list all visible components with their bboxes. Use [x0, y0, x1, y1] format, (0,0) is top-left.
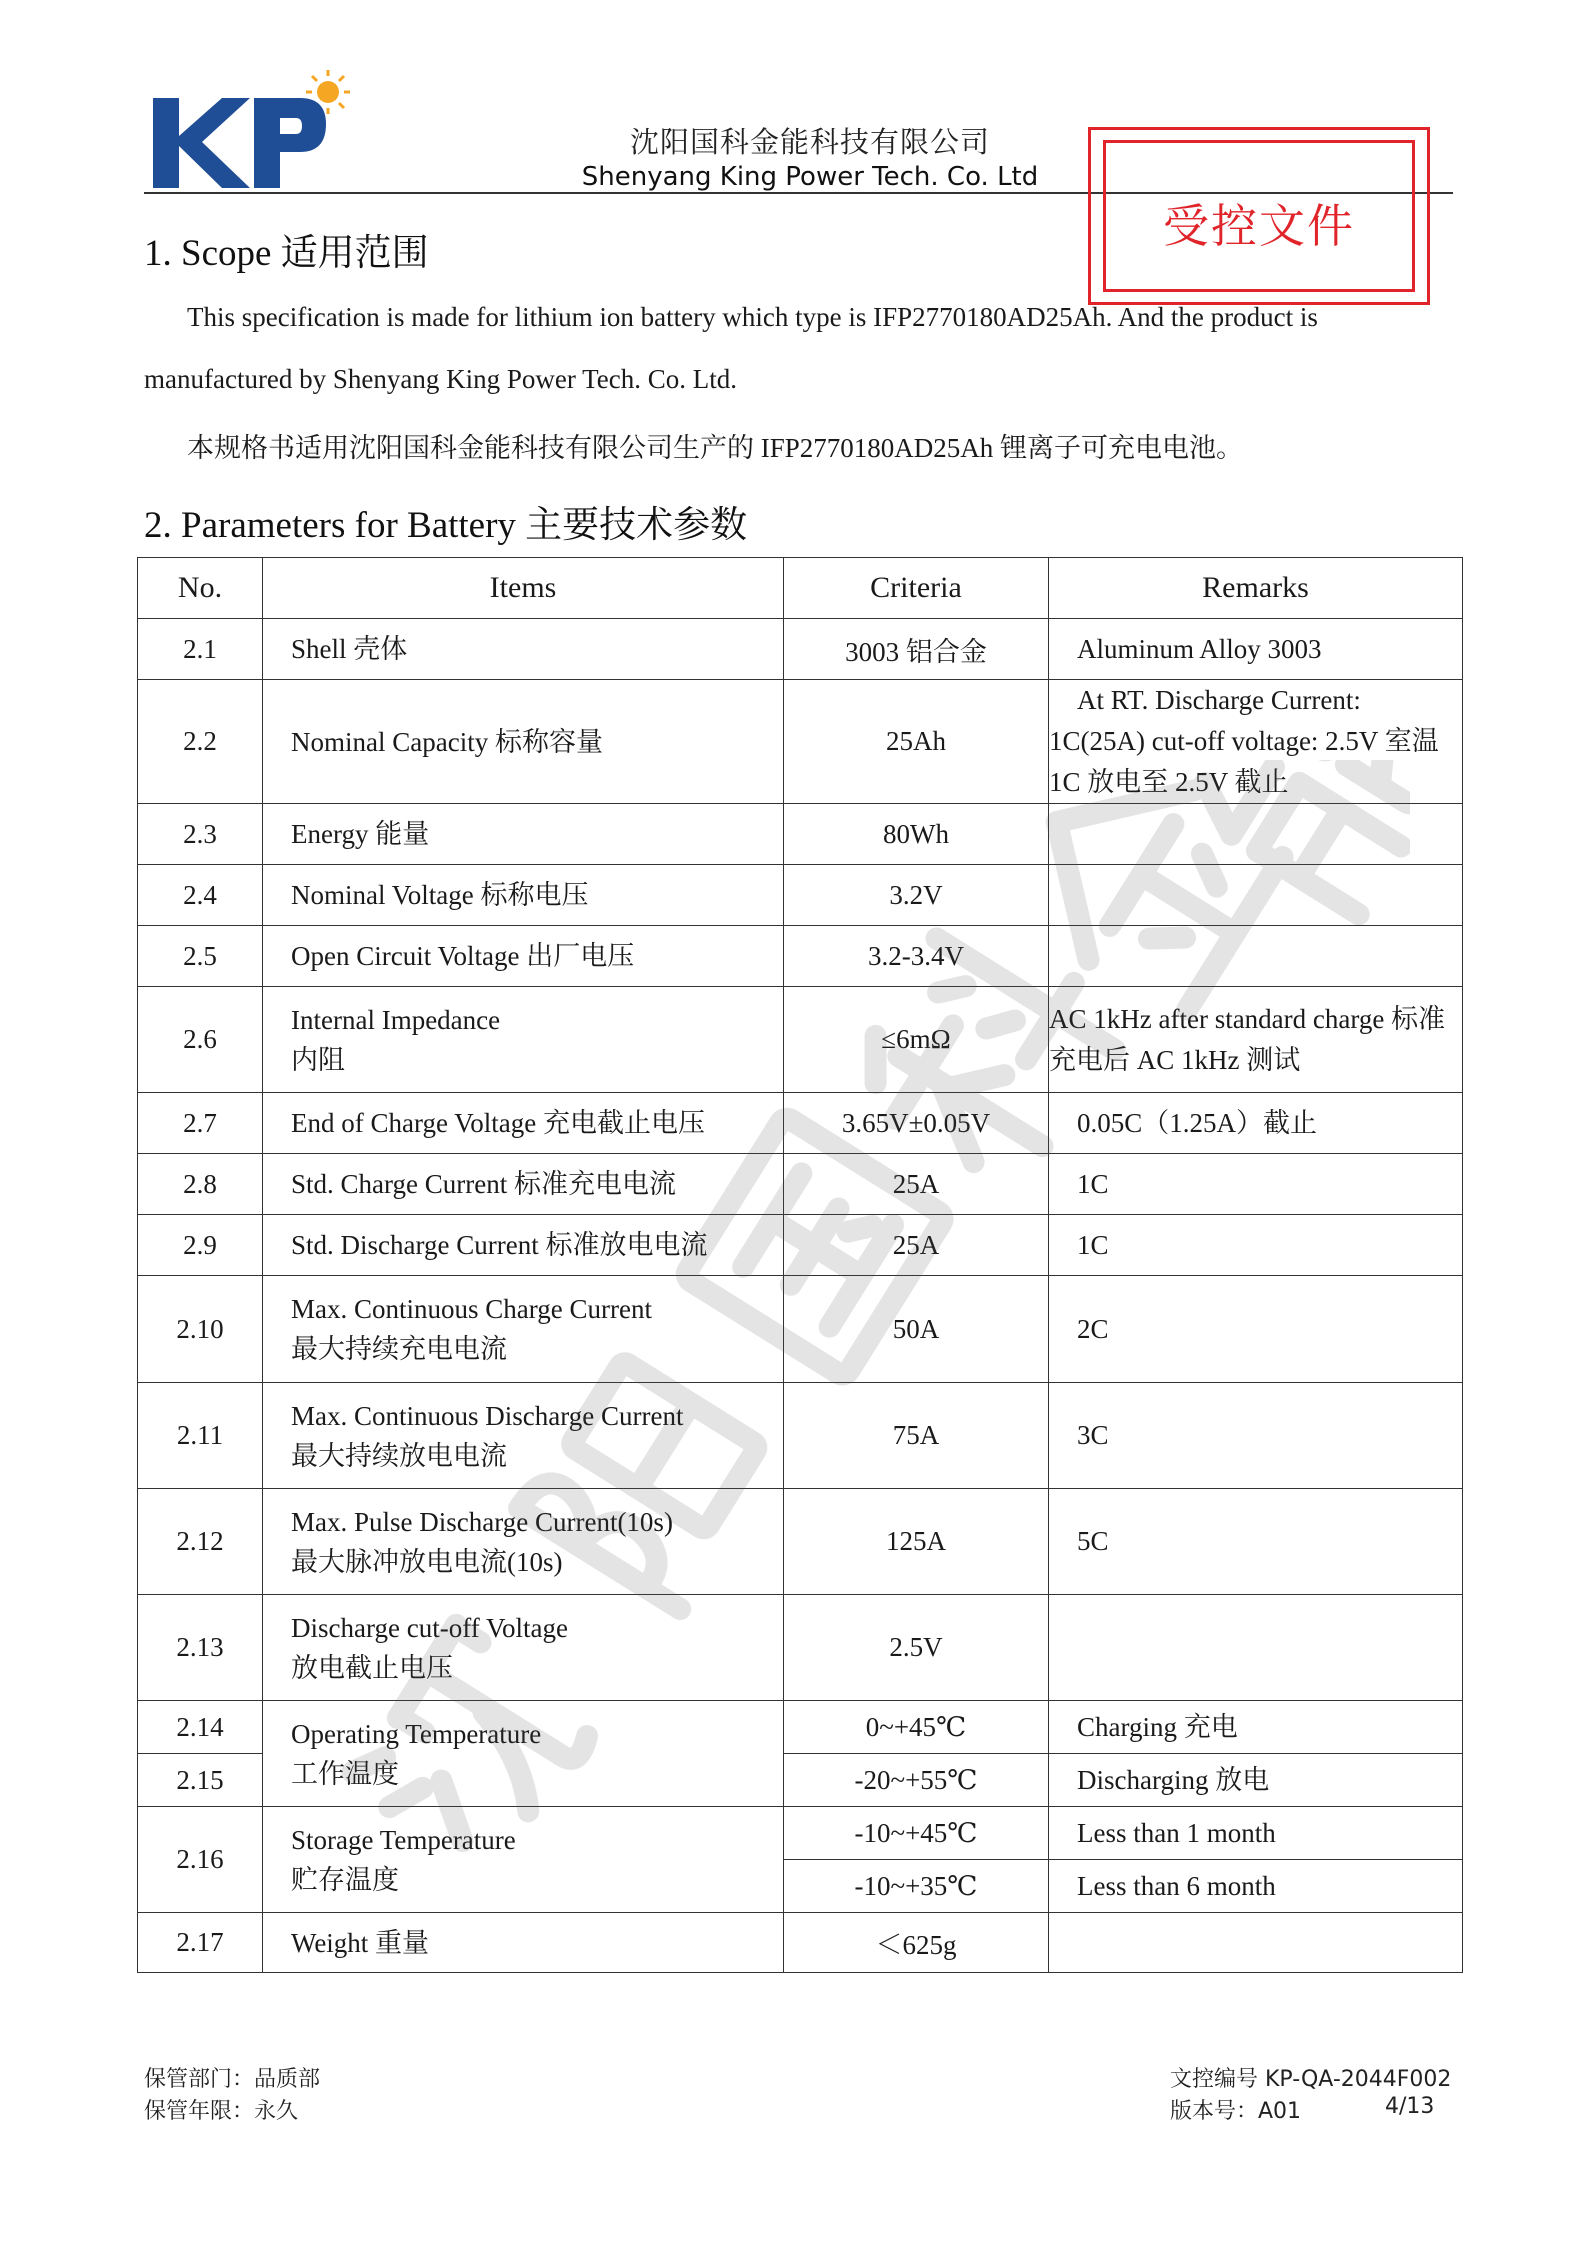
row-criteria: ＜625g — [784, 1913, 1049, 1973]
table-row — [138, 619, 1463, 680]
row-criteria: 3003 铝合金 — [784, 619, 1049, 680]
row-no: 2.11 — [138, 1383, 263, 1489]
row-no: 2.1 — [138, 619, 263, 680]
row-item: Nominal Voltage 标称电压 — [263, 865, 784, 926]
row-criteria: -10~+45℃ — [784, 1807, 1049, 1860]
row-remarks — [1049, 987, 1463, 1093]
footer-department: 保管部门：品质部 — [144, 2067, 321, 2092]
row-remarks: Charging 充电 — [1049, 1701, 1463, 1754]
table-row — [138, 1093, 1463, 1154]
table-row — [138, 1489, 1463, 1595]
table-header-row — [138, 558, 1463, 619]
row-item: Std. Charge Current 标准充电电流 — [263, 1154, 784, 1215]
row-criteria: 25A — [784, 1215, 1049, 1276]
footer-document-code: 文控编号 KP-QA-2044F002 — [1170, 2067, 1452, 2092]
table-row — [138, 865, 1463, 926]
table-row — [138, 804, 1463, 865]
header-remarks: Remarks — [1049, 558, 1463, 619]
row-no: 2.6 — [138, 987, 263, 1093]
row-no: 2.2 — [138, 680, 263, 804]
row-remarks — [1049, 680, 1463, 804]
row-remarks: Less than 6 month — [1049, 1860, 1463, 1913]
item-line-cn: 最大持续充电电流 — [291, 1334, 507, 1364]
item-line-en: Discharge cut-off Voltage — [291, 1612, 568, 1643]
remarks-line: 1C 放电至 2.5V 截止 — [1049, 767, 1289, 797]
row-remarks: 5C — [1049, 1489, 1463, 1595]
row-item: Std. Discharge Current 标准放电电流 — [263, 1215, 784, 1276]
table-row — [138, 926, 1463, 987]
company-name-cn: 沈阳国科金能科技有限公司 — [629, 125, 990, 159]
footer-version: 版本号：A01 — [1170, 2099, 1302, 2124]
row-item: End of Charge Voltage 充电截止电压 — [263, 1093, 784, 1154]
row-remarks — [1049, 865, 1463, 926]
table-row — [138, 987, 1463, 1093]
row-remarks — [1049, 926, 1463, 987]
scope-paragraph-line1: This specification is made for lithium ion battery which type is IFP2770180AD25Ah. And the product is — [187, 302, 1318, 332]
row-remarks: Aluminum Alloy 3003 — [1049, 619, 1463, 680]
row-no: 2.14 — [138, 1701, 263, 1754]
table-row — [138, 1701, 1463, 1754]
header-items: Items — [263, 558, 784, 619]
row-criteria: 2.5V — [784, 1595, 1049, 1701]
row-remarks: 2C — [1049, 1276, 1463, 1383]
row-item — [263, 987, 784, 1093]
table-row — [138, 1276, 1463, 1383]
scope-paragraph-line2: manufactured by Shenyang King Power Tech. Co. Ltd. — [144, 364, 737, 394]
item-line-cn: 贮存温度 — [291, 1864, 399, 1895]
row-criteria: 25Ah — [784, 680, 1049, 804]
row-remarks: Less than 1 month — [1049, 1807, 1463, 1860]
table-row — [138, 680, 1463, 804]
row-criteria: 75A — [784, 1383, 1049, 1489]
row-no: 2.16 — [138, 1807, 263, 1913]
row-remarks: 3C — [1049, 1383, 1463, 1489]
row-remarks: Discharging 放电 — [1049, 1754, 1463, 1807]
item-line-cn: 最大脉冲放电电流(10s) — [291, 1546, 563, 1577]
row-no: 2.15 — [138, 1754, 263, 1807]
remarks-line: 1C(25A) cut-off voltage: 2.5V 室温 — [1049, 726, 1439, 756]
row-no: 2.12 — [138, 1489, 263, 1595]
row-criteria: ≤6mΩ — [784, 987, 1049, 1093]
row-criteria: 50A — [784, 1276, 1049, 1383]
row-item: Open Circuit Voltage 出厂电压 — [263, 926, 784, 987]
header-criteria: Criteria — [784, 558, 1049, 619]
item-line-cn: 放电截止电压 — [291, 1652, 453, 1683]
row-item — [263, 1807, 784, 1913]
company-name-en: Shenyang King Power Tech. Co. Ltd — [581, 162, 1039, 192]
row-criteria: -20~+55℃ — [784, 1754, 1049, 1807]
row-item — [263, 1489, 784, 1595]
row-remarks — [1049, 1595, 1463, 1701]
footer-retention-period: 保管年限：永久 — [144, 2099, 299, 2124]
item-line-cn: 内阻 — [291, 1044, 345, 1075]
remarks-line: 充电后 AC 1kHz 测试 — [1049, 1044, 1301, 1075]
controlled-document-stamp — [1088, 127, 1430, 305]
item-line-en: Operating Temperature — [291, 1718, 542, 1749]
item-line-en: Max. Continuous Charge Current — [291, 1294, 652, 1324]
scope-paragraph-cn: 本规格书适用沈阳国科金能科技有限公司生产的 IFP2770180AD25Ah 锂离子可充电电池。 — [187, 433, 1244, 463]
table-row — [138, 1807, 1463, 1860]
table-row — [138, 1913, 1463, 1973]
row-no: 2.10 — [138, 1276, 263, 1383]
row-criteria: 3.2V — [784, 865, 1049, 926]
row-remarks: 0.05C（1.25A）截止 — [1049, 1093, 1463, 1154]
row-criteria: 80Wh — [784, 804, 1049, 865]
item-line-cn: 工作温度 — [291, 1758, 399, 1789]
row-no: 2.5 — [138, 926, 263, 987]
row-no: 2.13 — [138, 1595, 263, 1701]
header-no: No. — [138, 558, 263, 619]
parameters-title: 2. Parameters for Battery 主要技术参数 — [144, 505, 748, 546]
row-criteria: -10~+35℃ — [784, 1860, 1049, 1913]
row-no: 2.7 — [138, 1093, 263, 1154]
row-item: Shell 壳体 — [263, 619, 784, 680]
row-remarks: 1C — [1049, 1215, 1463, 1276]
row-item — [263, 1383, 784, 1489]
row-criteria: 0~+45℃ — [784, 1701, 1049, 1754]
item-line-en: Internal Impedance — [291, 1004, 501, 1035]
parameters-table — [137, 557, 1463, 1973]
table-row — [138, 1154, 1463, 1215]
row-remarks — [1049, 804, 1463, 865]
item-line-cn: 最大持续放电电流 — [291, 1440, 507, 1471]
row-criteria: 3.65V±0.05V — [784, 1093, 1049, 1154]
row-item — [263, 1595, 784, 1701]
row-no: 2.9 — [138, 1215, 263, 1276]
item-line-en: Storage Temperature — [291, 1824, 516, 1855]
row-criteria: 125A — [784, 1489, 1049, 1595]
table-row — [138, 1215, 1463, 1276]
footer-page-number: 4/13 — [1385, 2094, 1435, 2119]
row-no: 2.17 — [138, 1913, 263, 1973]
stamp-text: 受控文件 — [1163, 199, 1355, 253]
row-item — [263, 1276, 784, 1383]
remarks-line: AC 1kHz after standard charge 标准 — [1049, 1003, 1446, 1034]
row-remarks — [1049, 1913, 1463, 1973]
item-line-en: Max. Continuous Discharge Current — [291, 1400, 684, 1431]
row-no: 2.3 — [138, 804, 263, 865]
row-remarks: 1C — [1049, 1154, 1463, 1215]
row-no: 2.8 — [138, 1154, 263, 1215]
row-item: Energy 能量 — [263, 804, 784, 865]
row-no: 2.4 — [138, 865, 263, 926]
row-item: Nominal Capacity 标称容量 — [263, 680, 784, 804]
item-line-en: Max. Pulse Discharge Current(10s) — [291, 1506, 673, 1537]
scope-title: 1. Scope 适用范围 — [144, 233, 429, 274]
row-item — [263, 1701, 784, 1807]
row-criteria: 3.2-3.4V — [784, 926, 1049, 987]
remarks-line: At RT. Discharge Current: — [1077, 685, 1361, 715]
row-item: Weight 重量 — [263, 1913, 784, 1973]
table-row — [138, 1383, 1463, 1489]
row-criteria: 25A — [784, 1154, 1049, 1215]
company-logo — [150, 66, 350, 192]
table-row — [138, 1595, 1463, 1701]
